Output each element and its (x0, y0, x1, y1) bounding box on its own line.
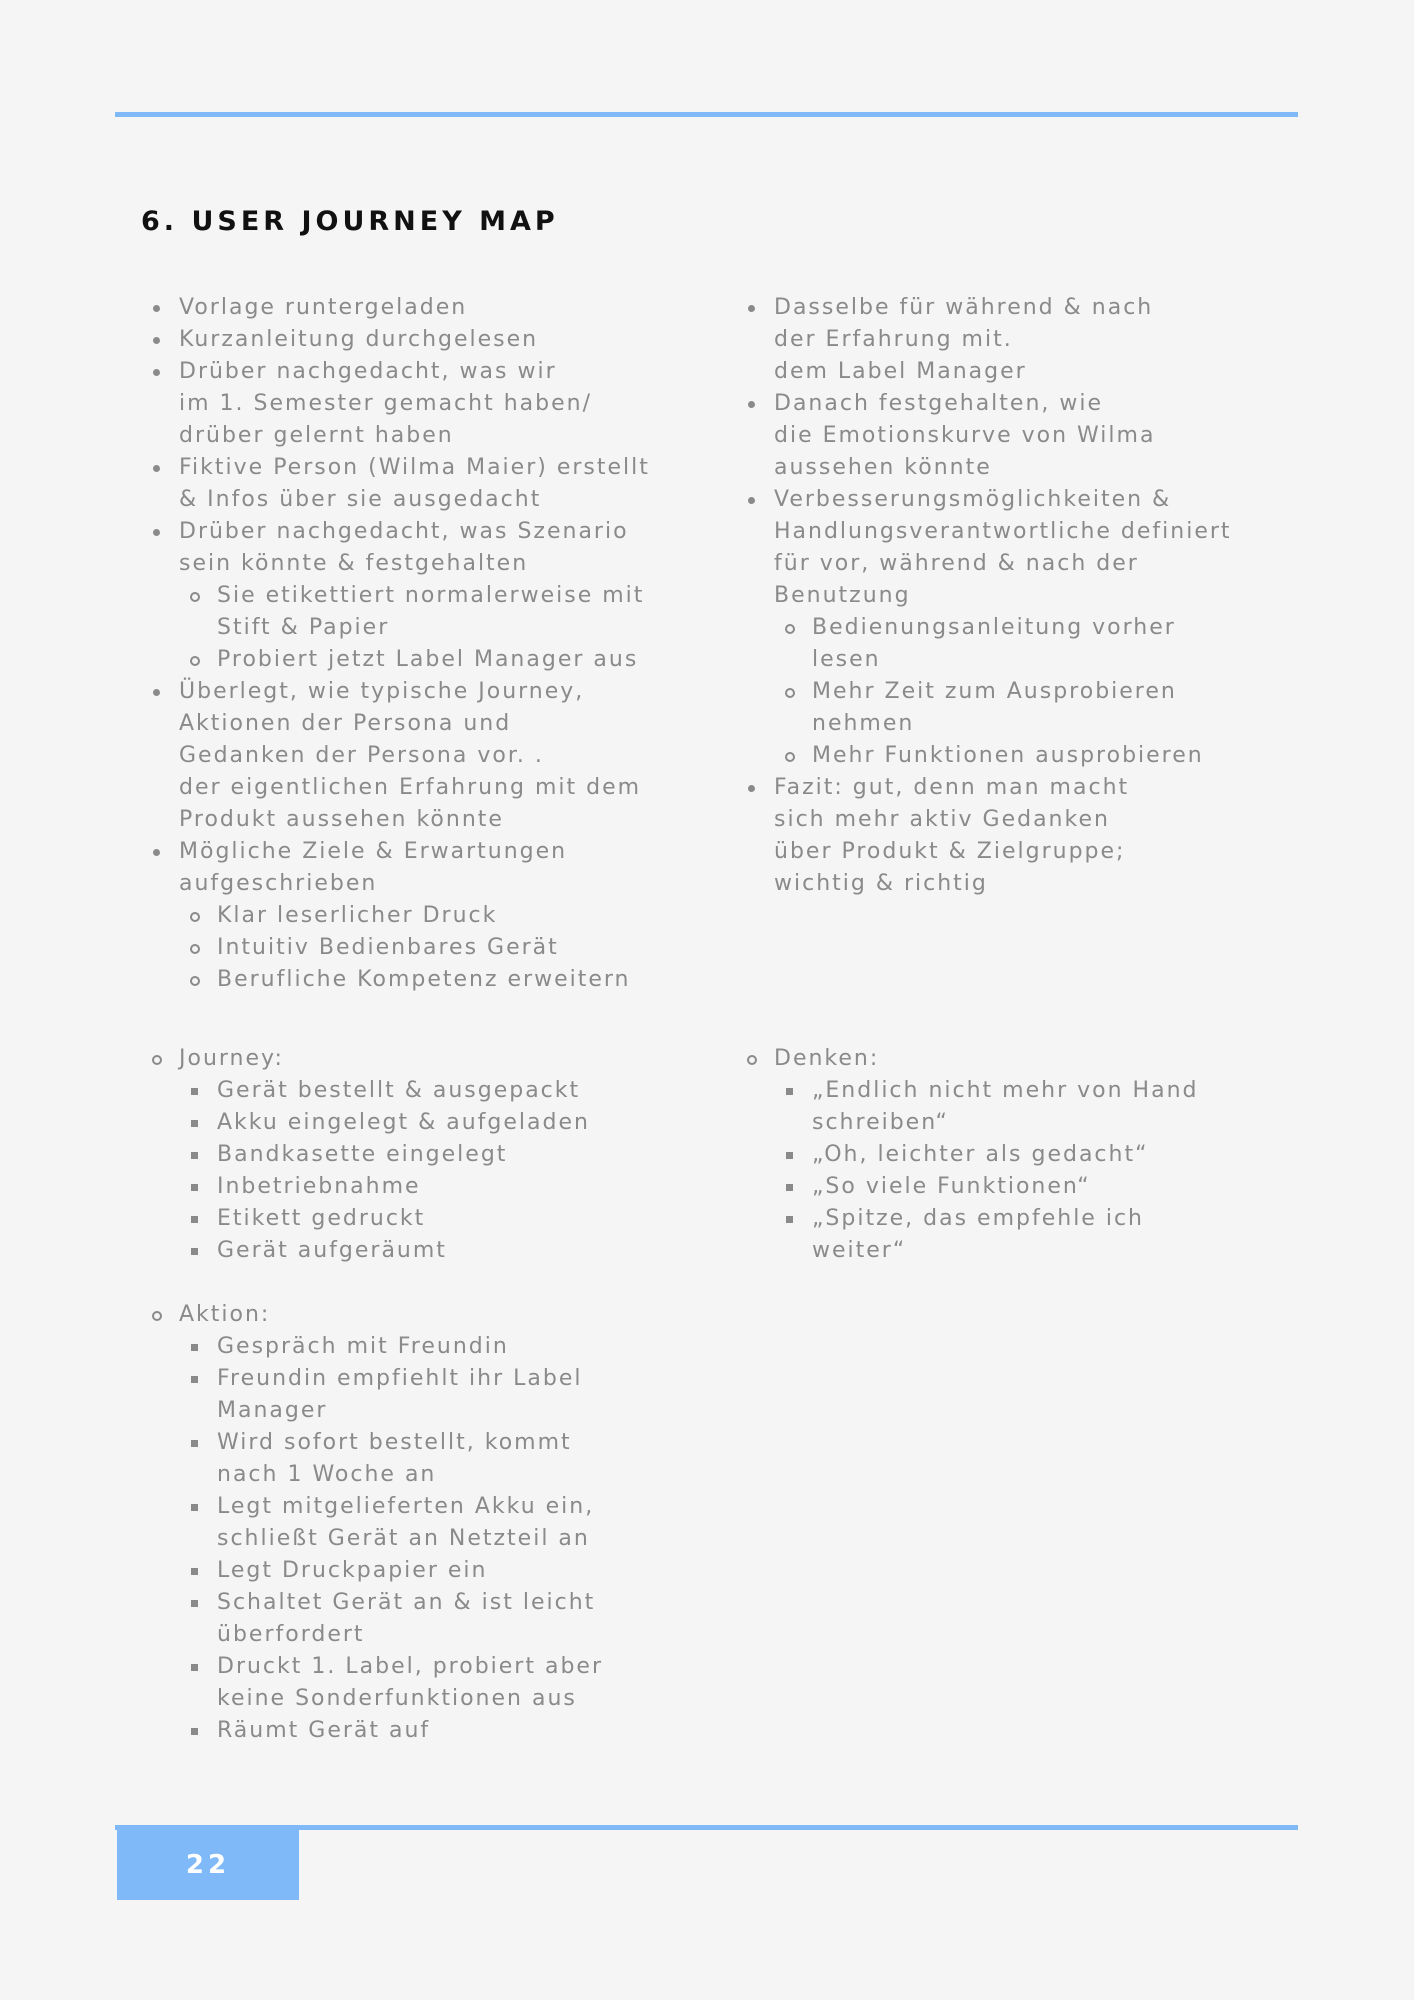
list-item-line: sein könnte & festgehalten (179, 551, 529, 576)
journey-heading: Journey: Gerät bestellt & ausgepackt Akku eingelegt & aufgeladen Bandkasette eingelegt Inbetriebnahme Etikett gedruckt Gerät aufgeräumt (141, 1043, 701, 1267)
list-item (179, 1427, 701, 1491)
list-item (141, 324, 701, 356)
list-item (179, 1715, 701, 1747)
list-item-line: Gerät bestellt & ausgepackt (217, 1078, 581, 1103)
list-item-line: Benutzung (774, 583, 911, 608)
list-item (179, 1075, 701, 1107)
list-item-line: wichtig & richtig (774, 871, 988, 896)
list-item-line: Vorlage runtergeladen (179, 295, 468, 320)
list-item-line: lesen (812, 647, 881, 672)
list-item (179, 1107, 701, 1139)
list-item-line: Mögliche Ziele & Erwartungen (179, 839, 568, 864)
aktion-heading: Aktion: Gespräch mit Freundin Freundin empfiehlt ihr Label Manager Wird sofort bestellt, kommt nach 1 Woche an Legt mitgelieferten Akku ein, schließt Gerät an Netzteil an Legt Druckpapier ein Schaltet Gerät an & ist leicht überfordert Druckt 1. Label, probiert aber keine Sonderfunktionen aus Räumt Gerät auf (141, 1299, 701, 1747)
aktion-section (141, 1299, 701, 1747)
list-item (736, 292, 1296, 388)
list-item-line: nach 1 Woche an (217, 1462, 437, 1487)
list-item-line: Wird sofort bestellt, kommt (217, 1430, 572, 1455)
page-title: 6. USER JOURNEY MAP (141, 206, 559, 237)
right-bullet-list (736, 292, 1296, 900)
list-item-line: Mehr Funktionen ausprobieren (812, 743, 1204, 768)
list-item (141, 452, 701, 516)
list-item-line: Überlegt, wie typische Journey, (179, 679, 585, 704)
list-item-line: Drüber nachgedacht, was Szenario (179, 519, 629, 544)
list-item (179, 1331, 701, 1363)
list-item (736, 772, 1296, 900)
sub-list (179, 900, 701, 996)
list-item-line: Stift & Papier (217, 615, 390, 640)
list-item-line: Gedanken der Persona vor. . (179, 743, 544, 768)
list-item-line: aufgeschrieben (179, 871, 378, 896)
list-item-line: Sie etikettiert normalerweise mit (217, 583, 645, 608)
denken-list (774, 1075, 1296, 1267)
right-column (736, 292, 1296, 900)
list-item (774, 676, 1296, 740)
list-item-line: schließt Gerät an Netzteil an (217, 1526, 590, 1551)
list-item-line: Inbetriebnahme (217, 1174, 421, 1199)
list-item (179, 1235, 701, 1267)
aktion-list (179, 1331, 701, 1747)
list-item (179, 1139, 701, 1171)
list-item-line: Dasselbe für während & nach (774, 295, 1154, 320)
list-item-line: „Endlich nicht mehr von Hand (812, 1078, 1199, 1103)
list-item (179, 900, 701, 932)
list-item (179, 1651, 701, 1715)
list-item-line: Danach festgehalten, wie (774, 391, 1104, 416)
list-item (179, 644, 701, 676)
list-item (179, 1203, 701, 1235)
list-item (141, 292, 701, 324)
journey-list (179, 1075, 701, 1267)
list-item (736, 484, 1296, 772)
list-item (179, 932, 701, 964)
list-item-line: Klar leserlicher Druck (217, 903, 498, 928)
list-item-line: Etikett gedruckt (217, 1206, 426, 1231)
list-item-line: Manager (217, 1398, 328, 1423)
list-item (141, 356, 701, 452)
list-item (179, 1171, 701, 1203)
list-item (774, 1171, 1296, 1203)
list-item-line: drüber gelernt haben (179, 423, 454, 448)
list-item (141, 676, 701, 836)
list-item (179, 1363, 701, 1427)
list-item-line: aussehen könnte (774, 455, 992, 480)
list-item-line: über Produkt & Zielgruppe; (774, 839, 1126, 864)
list-item-line: weiter“ (812, 1238, 907, 1263)
list-item-line: Aktionen der Persona und (179, 711, 512, 736)
list-item-line: Gerät aufgeräumt (217, 1238, 447, 1263)
list-item-line: „Spitze, das empfehle ich (812, 1206, 1144, 1231)
list-item-line: Probiert jetzt Label Manager aus (217, 647, 639, 672)
journey-section (141, 1043, 701, 1267)
list-item (141, 516, 701, 676)
list-item-line: „So viele Funktionen“ (812, 1174, 1091, 1199)
list-item (774, 740, 1296, 772)
list-item-line: Verbesserungsmöglichkeiten & (774, 487, 1172, 512)
denken-heading: Denken: „Endlich nicht mehr von Hand schreiben“ „Oh, leichter als gedacht“ „So viele Funktionen“ „Spitze, das empfehle ich weiter“ (736, 1043, 1296, 1267)
sub-list (774, 612, 1296, 772)
list-item-line: Fiktive Person (Wilma Maier) erstellt (179, 455, 650, 480)
list-item (179, 964, 701, 996)
list-item-line: & Infos über sie ausgedacht (179, 487, 542, 512)
list-item-line: Freundin empfiehlt ihr Label (217, 1366, 583, 1391)
page-number: 22 (117, 1830, 299, 1900)
list-item-line: Räumt Gerät auf (217, 1718, 431, 1743)
sub-list (179, 580, 701, 676)
list-item-line: überfordert (217, 1622, 365, 1647)
list-item-line: Legt Druckpapier ein (217, 1558, 488, 1583)
list-item-line: die Emotionskurve von Wilma (774, 423, 1156, 448)
top-rule (115, 112, 1298, 117)
list-item-line: Schaltet Gerät an & ist leicht (217, 1590, 596, 1615)
denken-section (736, 1043, 1296, 1267)
list-item-line: Intuitiv Bedienbares Gerät (217, 935, 559, 960)
list-item-line: Legt mitgelieferten Akku ein, (217, 1494, 595, 1519)
list-item-line: Kurzanleitung durchgelesen (179, 327, 539, 352)
list-item-line: für vor, während & nach der (774, 551, 1139, 576)
list-item (141, 836, 701, 996)
list-item-line: sich mehr aktiv Gedanken (774, 807, 1110, 832)
list-item-line: „Oh, leichter als gedacht“ (812, 1142, 1149, 1167)
list-item (774, 1075, 1296, 1139)
list-item-line: der eigentlichen Erfahrung mit dem (179, 775, 642, 800)
list-item-line: nehmen (812, 711, 915, 736)
list-item (179, 1555, 701, 1587)
list-item-line: schreiben“ (812, 1110, 949, 1135)
list-item (179, 580, 701, 644)
list-item-line: dem Label Manager (774, 359, 1027, 384)
list-item-line: Drüber nachgedacht, was wir (179, 359, 557, 384)
list-item (179, 1491, 701, 1555)
list-item-line: Fazit: gut, denn man macht (774, 775, 1130, 800)
list-item-line: im 1. Semester gemacht haben/ (179, 391, 592, 416)
list-item-line: Bedienungsanleitung vorher (812, 615, 1176, 640)
left-column (141, 292, 701, 996)
list-item-line: Berufliche Kompetenz erweitern (217, 967, 631, 992)
list-item-line: Druckt 1. Label, probiert aber (217, 1654, 603, 1679)
left-bullet-list (141, 292, 701, 996)
list-item-line: Produkt aussehen könnte (179, 807, 504, 832)
list-item-line: Bandkasette eingelegt (217, 1142, 508, 1167)
list-item (774, 1139, 1296, 1171)
list-item (774, 1203, 1296, 1267)
list-item-line: Handlungsverantwortliche definiert (774, 519, 1232, 544)
list-item (774, 612, 1296, 676)
list-item (179, 1587, 701, 1651)
list-item-line: Gespräch mit Freundin (217, 1334, 509, 1359)
list-item-line: der Erfahrung mit. (774, 327, 1013, 352)
list-item-line: Mehr Zeit zum Ausprobieren (812, 679, 1177, 704)
list-item (736, 388, 1296, 484)
list-item-line: Akku eingelegt & aufgeladen (217, 1110, 590, 1135)
list-item-line: keine Sonderfunktionen aus (217, 1686, 577, 1711)
